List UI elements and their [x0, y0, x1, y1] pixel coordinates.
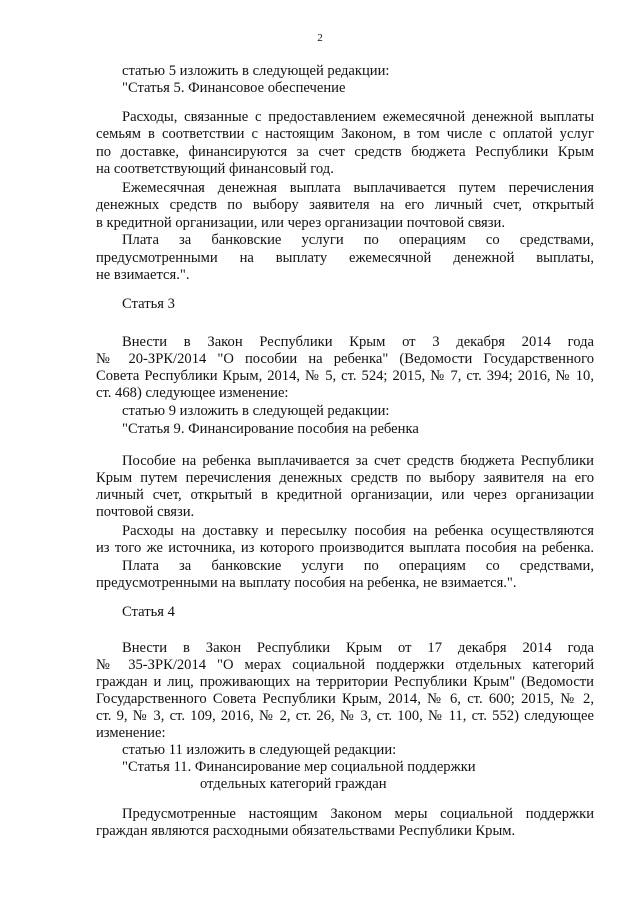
article-heading-quoted: "Статья 5. Финансовое обеспечение — [122, 80, 346, 96]
text-line: Совета Республики Крым, 2014, № 5, ст. 524; 2015, № 7, ст. 394; 2016, № 10, — [96, 368, 594, 384]
text-line: Расходы, связанные с предоставлением ежемесячной денежной выплаты — [122, 109, 594, 125]
text-line: ст. 468) следующее изменение: — [96, 385, 289, 401]
text-line: Плата за банковские услуги по операциям со средствами, — [122, 232, 594, 248]
text-line: личный счет, открытый в кредитной организации, или через организации — [96, 487, 594, 503]
article-heading-quoted: "Статья 9. Финансирование пособия на ребенка — [122, 421, 419, 437]
page-number: 2 — [317, 32, 323, 44]
text-line: Внести в Закон Республики Крым от 3 декабря 2014 года — [122, 334, 594, 350]
text-line: Ежемесячная денежная выплата выплачивается путем перечисления — [122, 180, 594, 196]
text-line: Крым путем перечисления денежных средств по выбору заявителя на его — [96, 470, 594, 486]
text-line: в кредитной организации, или через организации почтовой связи. — [96, 215, 505, 231]
text-line: № 35-ЗРК/2014 "О мерах социальной поддержки отдельных категорий — [96, 657, 594, 673]
text-line: ст. 9, № 3, ст. 109, 2016, № 2, ст. 26, № 3, ст. 100, № 11, ст. 552) следующее — [96, 708, 594, 724]
text-line: по доставке, финансируются за счет средств бюджета Республики Крым — [96, 144, 594, 160]
text-line: Государственного Совета Республики Крым, 2014, № 6, ст. 600; 2015, № 2, — [96, 691, 594, 707]
article-heading-quoted: "Статья 11. Финансирование мер социальной поддержки — [122, 759, 476, 775]
article-heading: Статья 3 — [122, 296, 175, 312]
text-line: предусмотренными на выплату ежемесячной денежной выплаты, — [96, 250, 594, 266]
text-line: Внести в Закон Республики Крым от 17 декабря 2014 года — [122, 640, 594, 656]
text-line: семьям в соответствии с настоящим Законом, в том числе с оплатой услуг — [96, 126, 594, 142]
text-line: статью 11 изложить в следующей редакции: — [122, 742, 397, 758]
text-line: граждан являются расходными обязательствами Республики Крым. — [96, 823, 516, 839]
text-line: Расходы на доставку и пересылку пособия на ребенка осуществляются — [122, 523, 594, 539]
text-line: изменение: — [96, 725, 166, 741]
text-line: не взимается.". — [96, 267, 190, 283]
text-line: Пособие на ребенка выплачивается за счет средств бюджета Республики — [122, 453, 594, 469]
text-line: Предусмотренные настоящим Законом меры социальной поддержки — [122, 806, 594, 822]
text-line: денежных средств по выбору заявителя на его личный счет, открытый — [96, 197, 594, 213]
text-line: предусмотренными на выплату пособия на ребенка, не взимается.". — [96, 575, 517, 591]
text-line: из того же источника, из которого производится выплата пособия на ребенка. — [96, 540, 594, 556]
article-heading: Статья 4 — [122, 604, 175, 620]
text-line: статью 5 изложить в следующей редакции: — [122, 63, 390, 79]
text-line: граждан и лиц, проживающих на территории Республики Крым" (Ведомости — [96, 674, 594, 690]
text-line: на соответствующий финансовый год. — [96, 161, 334, 177]
text-line: Плата за банковские услуги по операциям со средствами, — [122, 558, 594, 574]
text-line: статью 9 изложить в следующей редакции: — [122, 403, 390, 419]
text-line: почтовой связи. — [96, 504, 195, 520]
text-line: № 20-ЗРК/2014 "О пособии на ребенка" (Ведомости Государственного — [96, 351, 594, 367]
article-heading-continued: отдельных категорий граждан — [200, 776, 387, 792]
